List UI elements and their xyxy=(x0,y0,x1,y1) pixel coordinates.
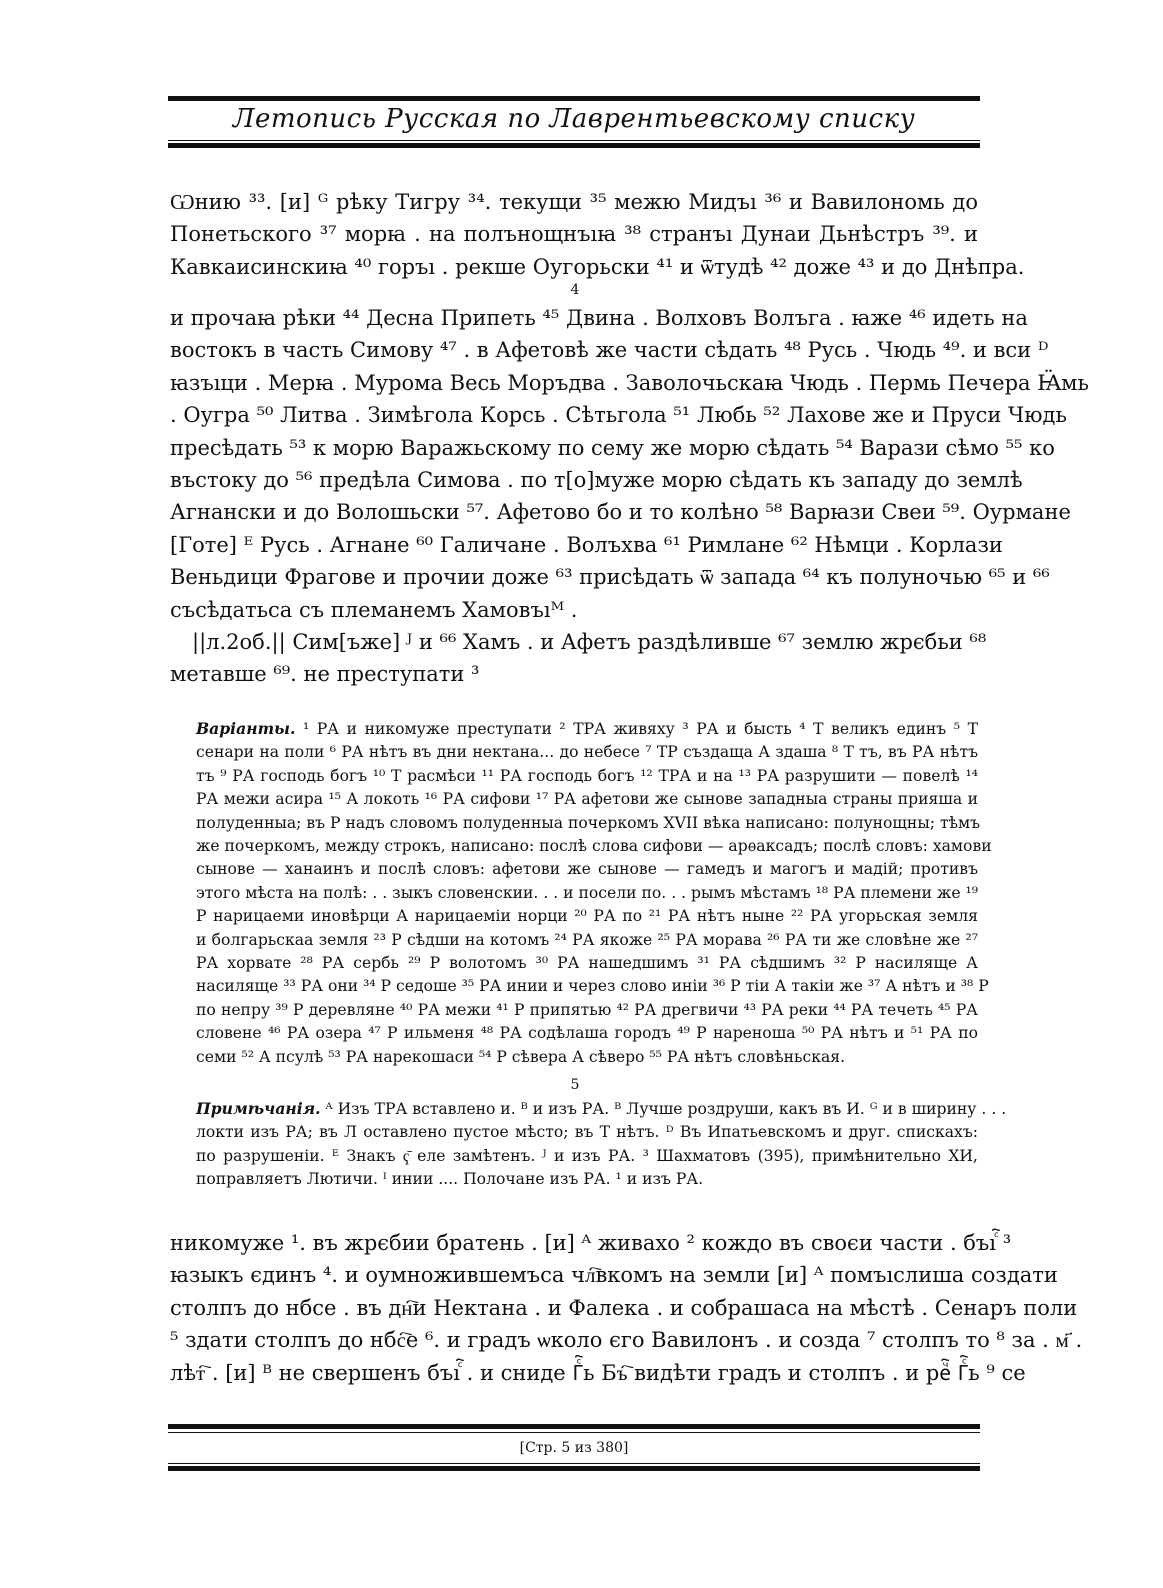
text-line: Кавкаисинскиꙗ ⁴⁰ горъı . рекше Оугорьски ⁴¹ и ѿтудѣ ⁴² доже ⁴³ и до Днѣпра. xyxy=(170,254,1025,279)
variants-line: РА межи асира ¹⁵ А локоть ¹⁶ РА сифови ¹⁷ РА афетови же сынове западныа страны прияша и xyxy=(196,790,978,809)
notes-line: по разрушеніи. ᴱ Знакъ ҁ̄ еле замѣтенъ. ᴶ и изъ РА. ³ Шахматовъ (395), примѣнительно ХИ, xyxy=(196,1146,978,1165)
header-rule-bottom xyxy=(168,143,980,148)
variants-line: насиляще ³³ РА они ³⁴ Р седоше ³⁵ РА инии и через слово иніи ³⁶ Р тіи А такіи же ³⁷ А нѣтъ и ³⁸ Р xyxy=(196,977,989,996)
variants-line: Варіанты. ¹ РА и никомуже преступати ² ТРА живяху ³ РА и бысть ⁴ Т великъ единъ ⁵ Т xyxy=(196,719,978,738)
page-title: Летопись Русская по Лаврентьевскому списку xyxy=(232,104,916,134)
page-marker: 5 xyxy=(570,1077,580,1093)
footer-rule-top xyxy=(168,1424,980,1429)
text-line: съсѣдатьса съ племанемъ Хамовъıᴹ . xyxy=(170,597,578,622)
main-text-block-1 xyxy=(170,186,1025,283)
variants-line: по непру ³⁹ Р деревляне ⁴⁰ РА межи ⁴¹ Р припятью ⁴² РА дрегвичи ⁴³ РА реки ⁴⁴ РА течеть ⁴⁵ РА xyxy=(196,1000,978,1019)
variants-label: Варіанты. xyxy=(196,719,296,738)
text-line: ꙗзыкъ єдинъ ⁴. и оумножившемъса чл҇вкомъ на земли [и] ᴬ помъıслиша создати xyxy=(170,1263,1058,1288)
notes-line: локти изъ РА; въ Л оставлено пустое мѣсто; въ Т нѣтъ. ᴰ Въ Ипатьевскомъ и друг. спискахъ: xyxy=(196,1123,978,1142)
text-line: Агнански и до Волошьски ⁵⁷. Афетово бо и то колѣно ⁵⁸ Варꙗзи Свеи ⁵⁹. Оурмане xyxy=(170,500,1071,525)
header-rule-thin xyxy=(168,140,980,141)
text-line: ||л.2об.|| Сим[ъже] ᴶ и ⁶⁶ Хамъ . и Афетъ раздѣливше ⁶⁷ землю жрєбьи ⁶⁸ xyxy=(192,630,987,655)
page-number: [Стр. 5 из 380] xyxy=(519,1440,629,1456)
header-rule-top xyxy=(168,96,980,101)
notes-line: поправляетъ Лютичи. ᴵ инии .... Полочане изъ РА. ¹ и изъ РА. xyxy=(196,1170,704,1189)
text-line: ⁵ здати столпъ до нбс҇е ⁶. и градъ ѡколо єго Вавилонъ . и созда ⁷ столпъ то ⁸ за . м҃ . xyxy=(170,1328,1083,1353)
text-line: никомуже ¹. въ жрєбии братень . [и] ᴬ живахо ² кождо въ своєи части . бъıⷭ҇ ³ xyxy=(170,1231,1012,1255)
footer-rule-thin xyxy=(168,1432,980,1433)
text-line: Веньдици Фрагове и прочии доже ⁶³ присѣдать ѿ запада ⁶⁴ къ полуночью ⁶⁵ и ⁶⁶ xyxy=(170,565,1050,590)
text-line: метавше ⁶⁹. не преступати ³ xyxy=(170,662,480,687)
variants-line: РА хорвате ²⁸ РА сербь ²⁹ Р волотомъ ³⁰ РА нашедшимъ ³¹ РА сѣдшимъ ³² Р насиляще А xyxy=(196,954,978,973)
variants-section xyxy=(196,717,992,1069)
text-line: и прочаꙗ рѣки ⁴⁴ Десна Припеть ⁴⁵ Двина . Волховъ Волъга . ꙗже ⁴⁶ идеть на xyxy=(170,306,1028,330)
footer-rule-bottom xyxy=(168,1466,980,1471)
variants-line: Р нарицаеми иновѣрци А нарицаеміи норци ²⁰ РА по ²¹ РА нѣтъ ныне ²² РА угорьская земля xyxy=(196,907,978,926)
variants-line: же почеркомъ, между строкъ, написано: послѣ слова сифови — арѳаксадъ; послѣ словъ: хамови xyxy=(196,837,992,856)
variants-line: сенари на поли ⁶ РА нѣтъ въ дни нектана... до небесе ⁷ ТР създаща А здаша ⁸ Т тъ, въ РА нѣтъ xyxy=(196,743,978,762)
main-text-block-4 xyxy=(170,1227,1083,1389)
variants-line: семи ⁵² А псулѣ ⁵³ РА нарекошаси ⁵⁴ Р сѣвера А сѣверо ⁵⁵ РА нѣтъ словѣньская. xyxy=(196,1047,846,1066)
variants-line: тъ ⁹ РА господь богъ ¹⁰ Т расмѣси ¹¹ РА господь богъ ¹² ТРА и на ¹³ РА разрушити — повелѣ ¹⁴ xyxy=(196,766,978,785)
text-line: пресѣдать ⁵³ к морю Варажьскому по сему же морю сѣдать ⁵⁴ Варази сѣмо ⁵⁵ ко xyxy=(170,435,1055,460)
notes-line: Примѣчанія. ᴬ Изъ ТРА вставлено и. ᴮ и изъ РА. ᴮ Лучше роздруши, какъ въ И. ᴳ и в ширину . . . xyxy=(196,1099,1007,1118)
notes-label: Примѣчанія. xyxy=(196,1099,321,1118)
variants-line: словене ⁴⁶ РА озера ⁴⁷ Р ильменя ⁴⁸ РА содѣлаша городъ ⁴⁹ Р нареноша ⁵⁰ РА нѣтъ и ⁵¹ РА по xyxy=(196,1024,978,1043)
variants-line: и болгарьскаа земля ²³ Р сѣдши на котомъ ²⁴ РА якоже ²⁵ РА морава ²⁶ РА ти же словѣне же ²⁷ xyxy=(196,930,978,949)
text-line: [Готе] ᴱ Русь . Агнане ⁶⁰ Галичане . Волъхва ⁶¹ Римлане ⁶² Нѣмци . Корлази xyxy=(170,532,1003,557)
text-line: Понетьского ³⁷ морꙗ . на полънощнъıꙗ ³⁸ странъı Дунаи Дьнѣстръ ³⁹. и xyxy=(170,222,978,247)
text-line: Ѡнию ³³. [и] ᴳ рѣку Тигру ³⁴. текущи ³⁵ межю Мидъı ³⁶ и Вавилономь до xyxy=(170,190,978,214)
text-line: востокъ в часть Симову ⁴⁷ . в Афетовѣ же части сѣдать ⁴⁸ Русь . Чюдь ⁴⁹. и вси ᴰ xyxy=(170,338,1049,363)
text-line: въстоку до ⁵⁶ предѣла Симова . по т[о]муже морю сѣдать къ западу до землѣ xyxy=(170,468,1023,493)
variants-line: этого мѣста на полѣ: . . зыкъ словенскии. . . и посели по. . . рымъ мѣстамъ ¹⁸ РА племени же ¹⁹ xyxy=(196,883,979,902)
text-line: . Оугра ⁵⁰ Литва . Зимѣгола Корсь . Сѣтьгола ⁵¹ Любь ⁵² Лахове же и Пруси Чюдь xyxy=(170,403,1067,428)
text-line: столпъ до нбсе . въ дн҇и Нектана . и Фалека . и собрашаса на мѣстѣ . Сенаръ поли xyxy=(170,1295,1078,1320)
text-line: лѣт҇ . [и] ᴮ не свершенъ бъıⷭ҇ . и сниде Гⷭ҇ь Бъ҇ видѣти градъ и столпъ . и реⷱ҇ Гⷭ҇ь ⁹ се xyxy=(170,1360,1026,1385)
variants-line: сынове — ханаинъ и послѣ словъ: афетови же сынове — гамедъ и магогъ и мадій; противъ xyxy=(196,860,978,879)
page-marker: 4 xyxy=(570,282,580,298)
footer-rule-bottom-thin xyxy=(168,1463,980,1464)
text-line: ꙗзъıци . Мерꙗ . Мурома Весь Моръдва . Заволочьскаꙗ Чюдь . Пермь Печера Ꙗ̈мь xyxy=(170,370,1089,395)
main-text-block-2 xyxy=(170,302,1089,691)
notes-section xyxy=(196,1097,1007,1192)
variants-line: полуденныа; въ Р надъ словомъ полуденныа почеркомъ XVII вѣка написано: полунощны; тѣмъ xyxy=(196,813,981,832)
